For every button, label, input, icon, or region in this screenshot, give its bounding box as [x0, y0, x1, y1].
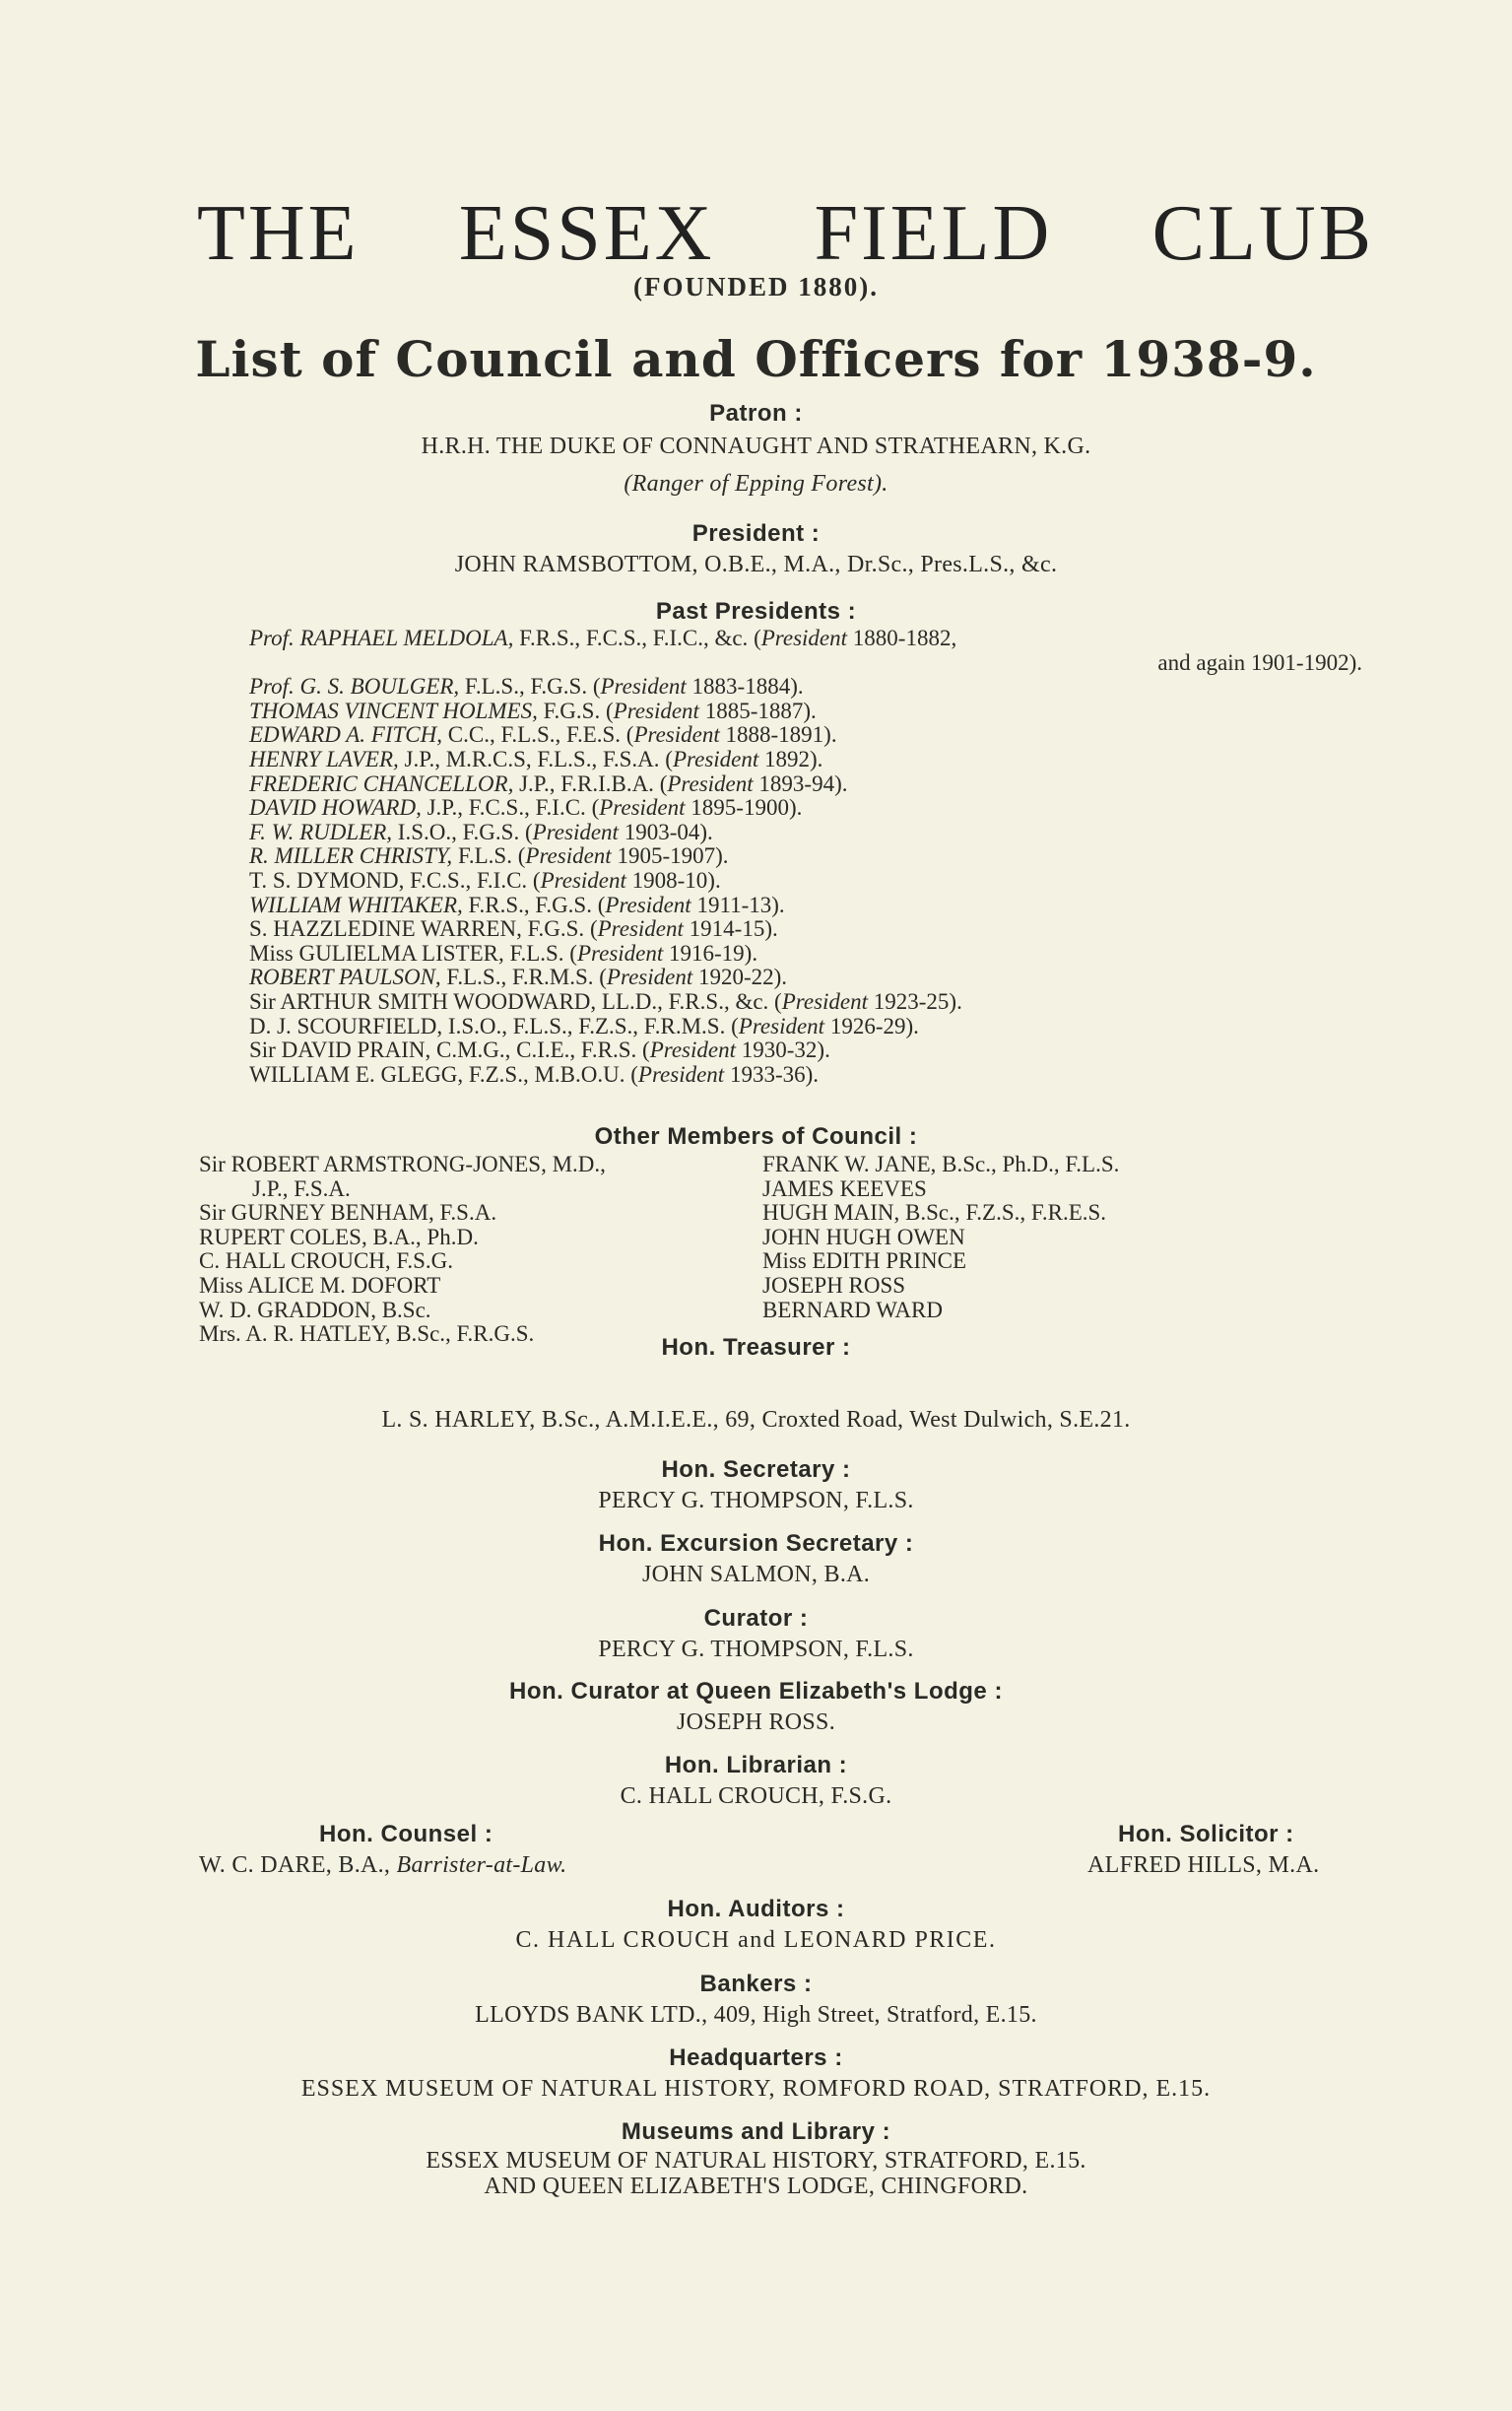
- past-president-entry: [249, 723, 1362, 748]
- treasurer-heading: Hon. Treasurer :: [661, 1334, 851, 1361]
- past-president-name: FREDERIC CHANCELLOR,: [249, 770, 520, 796]
- council-member: Miss ALICE M. DOFORT: [199, 1272, 441, 1298]
- bankers-heading: Bankers :: [699, 1971, 813, 1997]
- past-president-qualifications: F.L.S., F.G.S.: [464, 674, 593, 700]
- past-president-entry: [249, 894, 1362, 918]
- past-president-name: Prof. RAPHAEL MELDOLA,: [249, 626, 520, 650]
- past-presidents-list: [249, 627, 1362, 1087]
- council-member: Sir ROBERT ARMSTRONG-JONES, M.D.,: [199, 1152, 606, 1176]
- treasurer-name: L. S. HARLEY, B.Sc., A.M.I.E.E., 69, Croxted Road, West Dulwich, S.E.21.: [381, 1407, 1131, 1433]
- solicitor-heading: Hon. Solicitor :: [1118, 1821, 1294, 1847]
- council-member: C. HALL CROUCH, F.S.G.: [199, 1248, 454, 1274]
- past-president-entry: [249, 821, 1362, 845]
- council-member: JOHN HUGH OWEN: [762, 1224, 965, 1249]
- past-president-qualifications: F.L.S.: [457, 843, 518, 869]
- bankers-name: LLOYDS BANK LTD., 409, High Street, Stratford, E.15.: [475, 2002, 1037, 2028]
- past-president-term: and again 1901-1902).: [1157, 649, 1362, 675]
- lodge-curator-heading: Hon. Curator at Queen Elizabeth's Lodge :: [509, 1678, 1003, 1705]
- past-president-name: EDWARD A. FITCH,: [249, 722, 448, 748]
- club-title: [197, 189, 1374, 279]
- past-president-qualifications: WILLIAM E. GLEGG, F.Z.S., M.B.O.U.: [249, 1061, 631, 1087]
- council-member: Sir GURNEY BENHAM, F.S.A.: [199, 1200, 497, 1226]
- past-president-term: (President 1908-10).: [532, 867, 721, 893]
- past-president-entry: [249, 917, 1362, 942]
- past-president-term: (President 1926-29).: [731, 1013, 919, 1038]
- past-president-name: WILLIAM WHITAKER,: [249, 892, 469, 917]
- patron-heading: Patron :: [709, 400, 803, 427]
- past-presidents-heading: Past Presidents :: [655, 598, 857, 625]
- past-president-term: (President 1903-04).: [524, 819, 713, 844]
- past-president-name: F. W. RUDLER,: [249, 819, 398, 844]
- past-president-qualifications: C.C., F.L.S., F.E.S.: [447, 722, 626, 748]
- past-president-term: (President 1883-1884).: [592, 674, 804, 700]
- headquarters-name: ESSEX MUSEUM OF NATURAL HISTORY, ROMFORD ROAD, STRATFORD, E.15.: [300, 2076, 1212, 2102]
- president-heading: President :: [691, 520, 821, 547]
- council-left-column: [199, 1153, 606, 1347]
- past-president-entry: [249, 1015, 1362, 1039]
- council-member: RUPERT COLES, B.A., Ph.D.: [199, 1224, 479, 1249]
- past-president-term: (President 1893-94).: [659, 770, 848, 796]
- past-president-name: R. MILLER CHRISTY,: [249, 843, 458, 869]
- past-president-qualifications: I.S.O., F.G.S.: [397, 819, 525, 844]
- past-president-entry: [249, 966, 1362, 990]
- past-president-term: (President 1914-15).: [589, 916, 778, 942]
- solicitor-name: ALFRED HILLS, M.A.: [1087, 1852, 1320, 1878]
- past-president-qualifications: F.R.S., F.G.S.: [468, 892, 598, 917]
- past-president-entry: [249, 748, 1362, 772]
- past-president-name: HENRY LAVER,: [249, 746, 405, 771]
- past-president-entry: [249, 942, 1362, 967]
- past-president-entry: [249, 675, 1362, 700]
- past-president-term: (President 1905-1907).: [517, 843, 729, 869]
- past-president-qualifications: T. S. DYMOND, F.C.S., F.I.C.: [249, 867, 533, 893]
- council-member: JAMES KEEVES: [762, 1175, 927, 1201]
- past-president-qualifications: S. HAZZLEDINE WARREN, F.G.S.: [249, 916, 590, 942]
- secretary-name: PERCY G. THOMPSON, F.L.S.: [598, 1488, 914, 1513]
- past-president-qualifications: J.P., F.R.I.B.A.: [519, 770, 660, 796]
- headquarters-heading: Headquarters :: [669, 2044, 843, 2071]
- museums-heading: Museums and Library :: [621, 2118, 891, 2145]
- title-word: CLUB: [1151, 190, 1374, 277]
- past-president-entry: [249, 1063, 1362, 1088]
- past-president-term: (President 1916-19).: [569, 940, 758, 966]
- curator-heading: Curator :: [703, 1605, 809, 1632]
- past-president-entry: [249, 869, 1362, 894]
- past-president-qualifications: D. J. SCOURFIELD, I.S.O., F.L.S., F.Z.S., F.R.M.S.: [249, 1013, 732, 1038]
- title-word: ESSEX: [458, 190, 715, 277]
- president-name: JOHN RAMSBOTTOM, O.B.E., M.A., Dr.Sc., Pres.L.S., &c.: [454, 552, 1058, 577]
- council-member: Mrs. A. R. HATLEY, B.Sc., F.R.G.S.: [199, 1321, 535, 1347]
- museums-line: ESSEX MUSEUM OF NATURAL HISTORY, STRATFORD, E.15.: [426, 2148, 1086, 2174]
- past-president-name: ROBERT PAULSON,: [249, 965, 447, 990]
- past-president-entry: [249, 990, 1362, 1015]
- librarian-name: C. HALL CROUCH, F.S.G.: [620, 1783, 892, 1809]
- council-heading: Other Members of Council :: [594, 1123, 918, 1150]
- past-president-term: (President 1885-1887).: [605, 698, 817, 723]
- founded-line: (FOUNDED 1880).: [633, 272, 879, 301]
- council-member: Miss EDITH PRINCE: [762, 1248, 967, 1274]
- past-president-term: (President 1892).: [665, 746, 823, 771]
- past-president-term: (President 1923-25).: [774, 988, 962, 1014]
- past-president-term: (President 1888-1891).: [625, 722, 837, 748]
- past-president-term: (President 1920-22).: [599, 965, 788, 990]
- curator-name: PERCY G. THOMPSON, F.L.S.: [598, 1637, 914, 1662]
- past-president-qualifications: F.L.S., F.R.M.S.: [446, 965, 600, 990]
- title-word: FIELD: [814, 190, 1053, 277]
- past-president-qualifications: F.R.S., F.C.S., F.I.C., &c.: [519, 626, 755, 650]
- counsel-line: [199, 1852, 566, 1879]
- past-president-entry: [249, 844, 1362, 869]
- council-member: W. D. GRADDON, B.Sc.: [199, 1297, 431, 1322]
- counsel-name: W. C. DARE, B.A.,: [199, 1852, 391, 1878]
- past-president-entry: [249, 796, 1362, 821]
- past-president-qualifications: J.P., F.C.S., F.I.C.: [427, 795, 592, 821]
- past-president-term: (President 1911-13).: [597, 892, 785, 917]
- council-member: HUGH MAIN, B.Sc., F.Z.S., F.R.E.S.: [762, 1200, 1107, 1226]
- auditors-name: C. HALL CROUCH and LEONARD PRICE.: [515, 1927, 997, 1953]
- past-president-qualifications: F.G.S.: [543, 698, 606, 723]
- past-president-term: (President 1933-36).: [630, 1061, 820, 1087]
- past-president-term: (President 1930-32).: [642, 1038, 830, 1063]
- excursion-secretary-heading: Hon. Excursion Secretary :: [598, 1530, 914, 1557]
- librarian-heading: Hon. Librarian :: [664, 1752, 848, 1778]
- past-president-qualifications: Miss GULIELMA LISTER, F.L.S.: [249, 940, 570, 966]
- past-president-entry: [249, 651, 1362, 676]
- secretary-heading: Hon. Secretary :: [661, 1456, 851, 1483]
- past-president-name: DAVID HOWARD,: [249, 795, 427, 821]
- past-president-name: THOMAS VINCENT HOLMES,: [249, 698, 544, 723]
- museums-line: AND QUEEN ELIZABETH'S LODGE, CHINGFORD.: [484, 2174, 1028, 2199]
- past-president-entry: [249, 627, 1362, 651]
- lodge-curator-name: JOSEPH ROSS.: [677, 1709, 835, 1735]
- past-president-term: (President 1895-1900).: [591, 795, 803, 821]
- council-member: BERNARD WARD: [762, 1297, 943, 1322]
- excursion-secretary-name: JOHN SALMON, B.A.: [641, 1562, 871, 1587]
- past-president-qualifications: Sir ARTHUR SMITH WOODWARD, LL.D., F.R.S., &c.: [249, 988, 775, 1014]
- past-president-entry: [249, 700, 1362, 724]
- title-word: THE: [197, 190, 360, 277]
- counsel-heading: Hon. Counsel :: [319, 1821, 493, 1847]
- council-member: JOSEPH ROSS: [762, 1272, 906, 1298]
- council-member: J.P., F.S.A.: [252, 1175, 351, 1201]
- past-president-term: (President 1880-1882,: [754, 626, 957, 650]
- past-president-entry: [249, 1038, 1362, 1063]
- past-president-name: Prof. G. S. BOULGER,: [249, 674, 465, 700]
- auditors-heading: Hon. Auditors :: [667, 1896, 845, 1922]
- patron-note: (Ranger of Epping Forest).: [624, 471, 888, 497]
- council-member: FRANK W. JANE, B.Sc., Ph.D., F.L.S.: [762, 1152, 1120, 1176]
- patron-name: H.R.H. THE DUKE OF CONNAUGHT AND STRATHEARN, K.G.: [421, 434, 1091, 459]
- past-president-entry: [249, 772, 1362, 797]
- list-title: List of Council and Officers for 1938-9.: [195, 330, 1317, 388]
- past-president-qualifications: J.P., M.R.C.S, F.L.S., F.S.A.: [404, 746, 666, 771]
- past-president-qualifications: Sir DAVID PRAIN, C.M.G., C.I.E., F.R.S.: [249, 1038, 643, 1063]
- counsel-title: Barrister-at-Law.: [396, 1852, 567, 1878]
- council-right-column: [762, 1153, 1119, 1322]
